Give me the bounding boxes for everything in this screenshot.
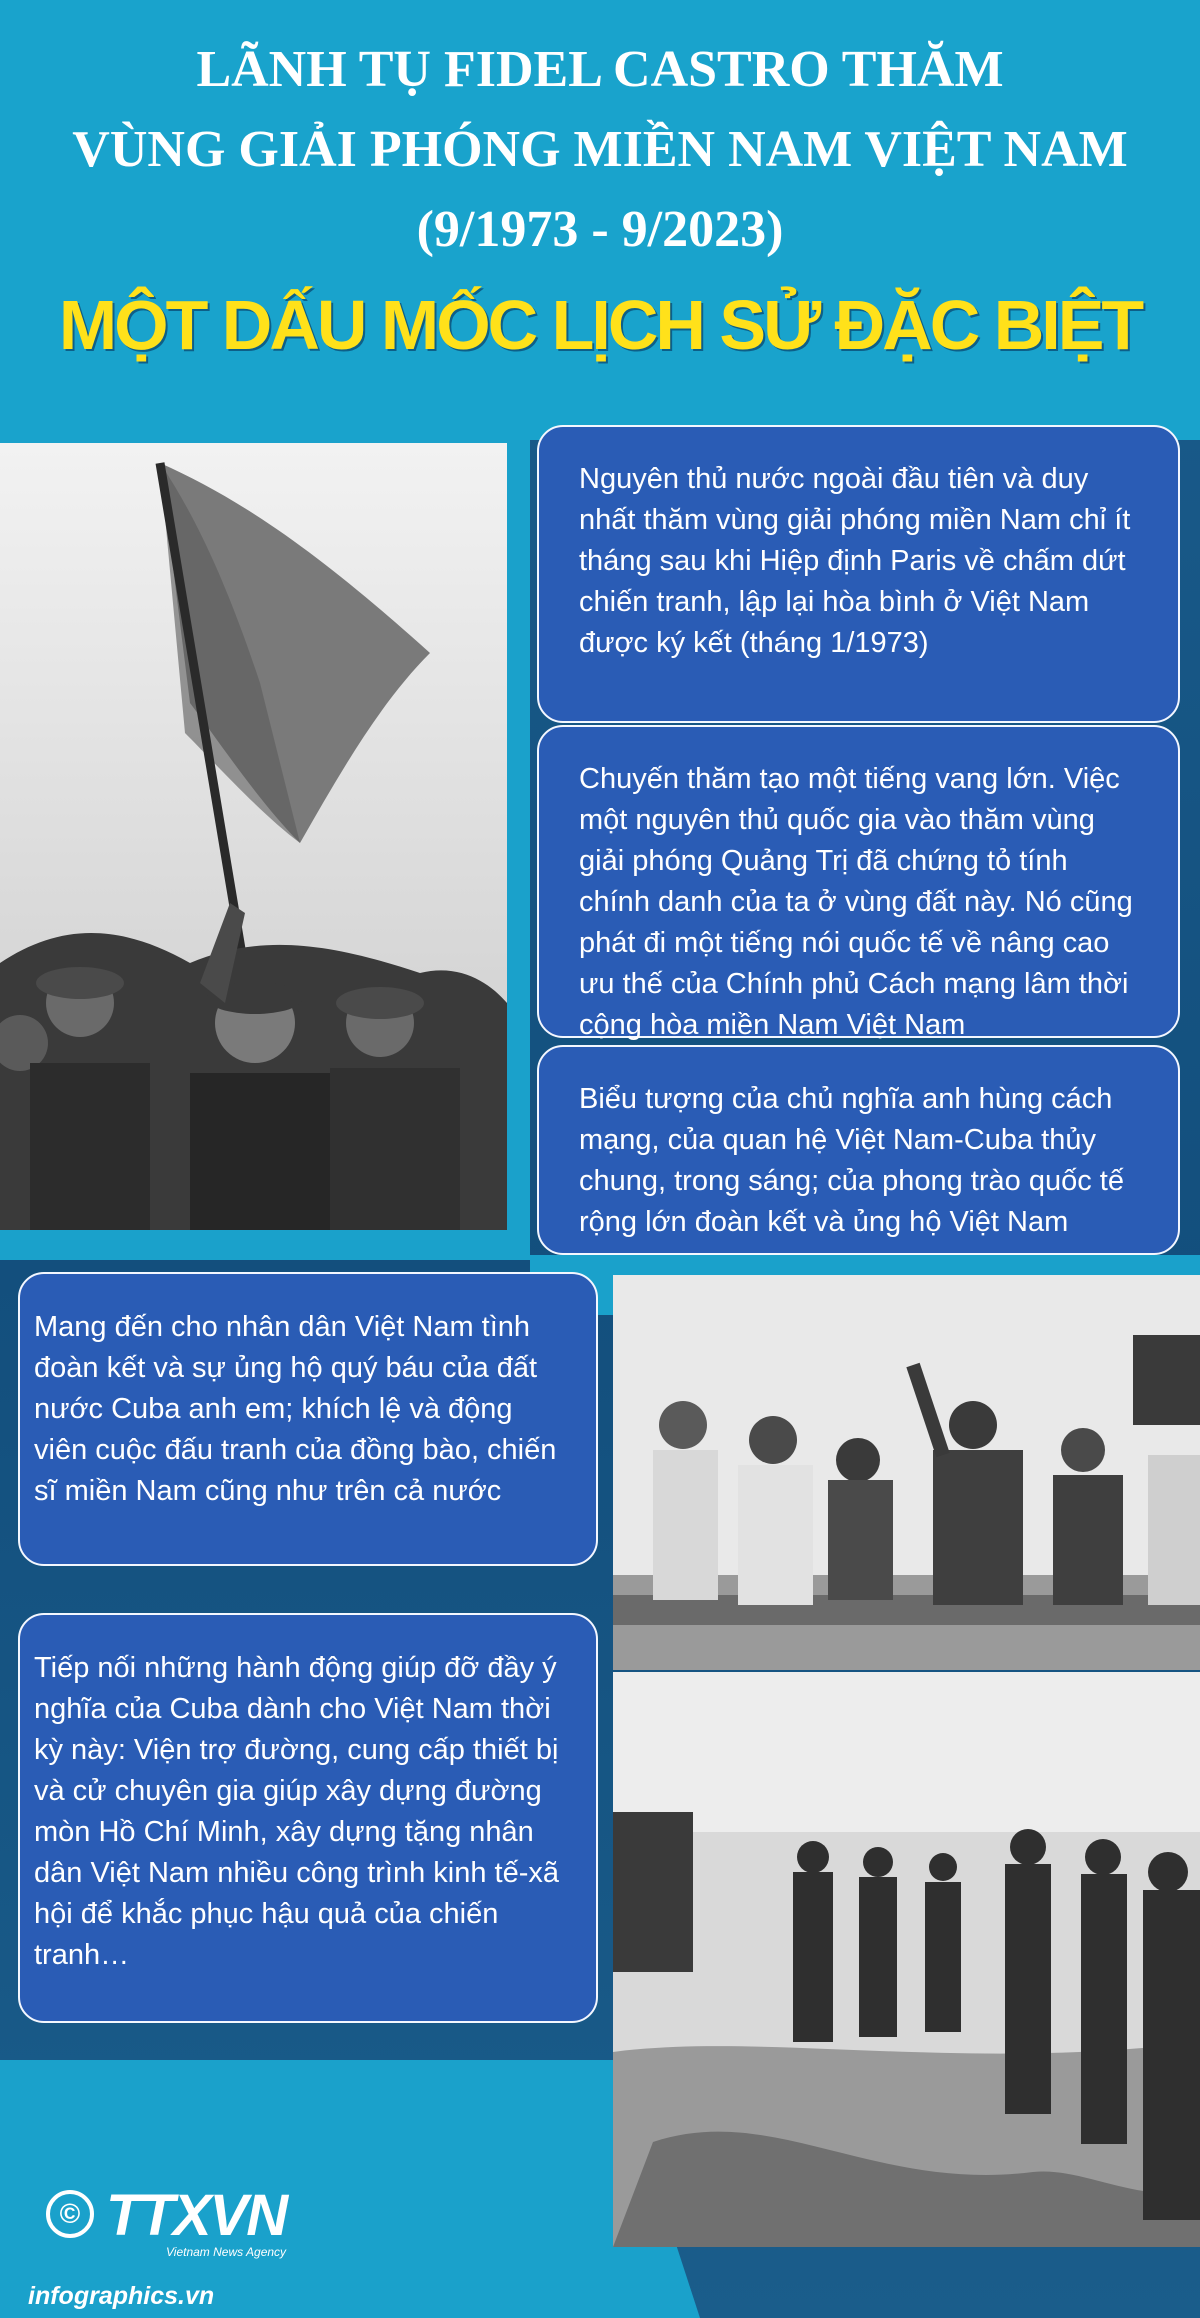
title-line-2: VÙNG GIẢI PHÓNG MIỀN NAM VIỆT NAM xyxy=(72,121,1128,178)
info-card-resonance: Chuyến thăm tạo một tiếng vang lớn. Việc một nguyên thủ quốc gia vào thăm vùng giải phóng Quảng Trị đã chứng tỏ tính chính danh của ta ở vùng đất này. Nó cũng phát đi một tiếng nói quốc tế về nâng cao ưu thế của Chính phủ Cách mạng lâm thời cộng hòa miền Nam Việt Nam xyxy=(537,725,1180,1038)
title-line-1: LÃNH TỤ FIDEL CASTRO THĂM xyxy=(196,41,1004,98)
info-card-assistance: Tiếp nối những hành động giúp đỡ đầy ý nghĩa của Cuba dành cho Việt Nam thời kỳ này: Viện trợ đường, cung cấp thiết bị và cử chuyên gia giúp xây dựng đường mòn Hồ Chí Minh, xây dựng tặng nhân dân Việt Nam nhiều công trình kinh tế-xã hội để khắc phục hậu quả của chiến tranh… xyxy=(18,1613,598,2023)
title-line-3-dates: (9/1973 - 9/2023) xyxy=(416,201,784,258)
ttxvn-logo xyxy=(46,2183,346,2270)
headline: MỘT DẤU MỐC LỊCH SỬ ĐẶC BIỆT xyxy=(58,286,1142,364)
footer-band xyxy=(0,2060,700,2318)
photo-castro-flag xyxy=(0,443,507,1230)
info-card-first-visit: Nguyên thủ nước ngoài đầu tiên và duy nhất thăm vùng giải phóng miền Nam chỉ ít tháng sau khi Hiệp định Paris về chấm dứt chiến tranh, lập lại hòa bình ở Việt Nam được ký kết (tháng 1/1973) xyxy=(537,425,1180,723)
logo-wordmark: TTXVN xyxy=(106,2183,287,2248)
logo-subtitle: Vietnam News Agency xyxy=(166,2245,287,2259)
website-link[interactable]: infographics.vn xyxy=(28,2282,215,2310)
info-card-solidarity: Mang đến cho nhân dân Việt Nam tình đoàn kết và sự ủng hộ quý báu của đất nước Cuba anh em; khích lệ và động viên cuộc đấu tranh của đồng bào, chiến sĩ miền Nam cũng như trên cả nước xyxy=(18,1272,598,1566)
copyright-icon: © xyxy=(46,2190,94,2238)
photo-castro-stage xyxy=(613,1275,1200,1670)
info-card-symbol: Biểu tượng của chủ nghĩa anh hùng cách mạng, của quan hệ Việt Nam-Cuba thủy chung, trong sáng; của phong trào quốc tế rộng lớn đoàn kết và ủng hộ Việt Nam xyxy=(537,1045,1180,1255)
photo-castro-walking xyxy=(613,1672,1200,2247)
